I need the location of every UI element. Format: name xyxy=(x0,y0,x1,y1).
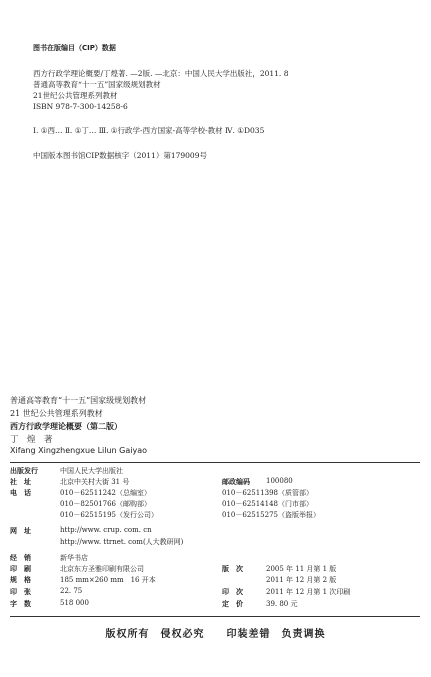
phone-left-2: 010－82501766（邮购部） xyxy=(60,500,151,508)
cip-line-1: 西方行政学理论概要/丁煌著. —2版. —北京：中国人民大学出版社，2011. 8 xyxy=(33,69,289,78)
publisher-value: 中国人民大学出版社 xyxy=(60,467,123,475)
cip-record: 中国版本图书馆CIP数据核字（2011）第179009号 xyxy=(33,151,207,160)
phone-left-3: 010－62515195（发行公司） xyxy=(60,511,158,519)
series-1: 普通高等教育“十一五”国家级规划教材 xyxy=(10,396,147,405)
size-label: 规 格 xyxy=(10,576,31,584)
postcode-value: 100080 xyxy=(266,477,293,485)
web-label: 网 址 xyxy=(10,527,31,535)
cip-subject: Ⅰ. ①西… Ⅱ. ①丁… Ⅲ. ①行政学-西方国家-高等学校-教材 Ⅳ. ①D035 xyxy=(33,126,265,135)
cip-line-2: 普通高等教育“十一五”国家级规划教材 xyxy=(33,80,161,89)
bottom-rule xyxy=(10,616,420,617)
copyright-notice: 版权所有 侵权必究 印装差错 负责调换 xyxy=(105,629,326,640)
series-2: 21 世纪公共管理系列教材 xyxy=(10,409,103,418)
phone-right-1: 010－62511398（质管部） xyxy=(222,489,313,497)
words-label: 字 数 xyxy=(10,600,31,608)
price-label: 定 价 xyxy=(222,600,243,608)
address-value: 北京中关村大街 31 号 xyxy=(60,478,130,486)
edition-label: 版 次 xyxy=(222,565,243,573)
web-link-2[interactable]: http://www. ttrnet. com(人大教研网) xyxy=(60,538,184,546)
cip-isbn: ISBN 978-7-300-14258-6 xyxy=(33,102,128,111)
phone-label: 电 话 xyxy=(10,489,31,497)
top-rule xyxy=(10,462,420,463)
phone-right-2: 010－62514148（门市部） xyxy=(222,500,313,508)
edition-1: 2005 年 11 月第 1 版 xyxy=(266,565,337,573)
cip-line-3: 21世纪公共管理系列教材 xyxy=(33,91,118,100)
printing-label: 印 次 xyxy=(222,588,243,596)
printer-label: 印 刷 xyxy=(10,565,31,573)
postcode-label: 邮政编码 xyxy=(222,478,250,486)
sheets-label: 印 张 xyxy=(10,588,31,596)
distributor-label: 经 销 xyxy=(10,554,31,562)
publisher-label: 出版发行 xyxy=(10,467,38,475)
edition-2: 2011 年 12 月第 2 版 xyxy=(266,576,337,584)
size-value: 185 mm×260 mm 16 开本 xyxy=(60,576,156,584)
book-author: 丁 煌 著 xyxy=(10,435,53,445)
words-value: 518 000 xyxy=(60,599,89,607)
phone-right-3: 010－62515275（盗版举报） xyxy=(222,511,320,519)
distributor-value: 新华书店 xyxy=(60,554,88,562)
printing-value: 2011 年 12 月第 1 次印刷 xyxy=(266,588,351,596)
book-title: 西方行政学理论概要（第二版） xyxy=(10,422,122,431)
printer-value: 北京东方圣雅印刷有限公司 xyxy=(60,565,144,573)
phone-left-1: 010－62511242（总编室） xyxy=(60,489,151,497)
price-value: 39. 80 元 xyxy=(266,600,298,608)
address-label: 社 址 xyxy=(10,478,31,486)
sheets-value: 22. 75 xyxy=(60,587,83,595)
web-link-1[interactable]: http://www. crup. com. cn xyxy=(60,526,152,534)
cip-title: 图书在版编目（CIP）数据 xyxy=(33,44,116,52)
book-pinyin: Xifang Xingzhengxue Lilun Gaiyao xyxy=(10,446,148,455)
